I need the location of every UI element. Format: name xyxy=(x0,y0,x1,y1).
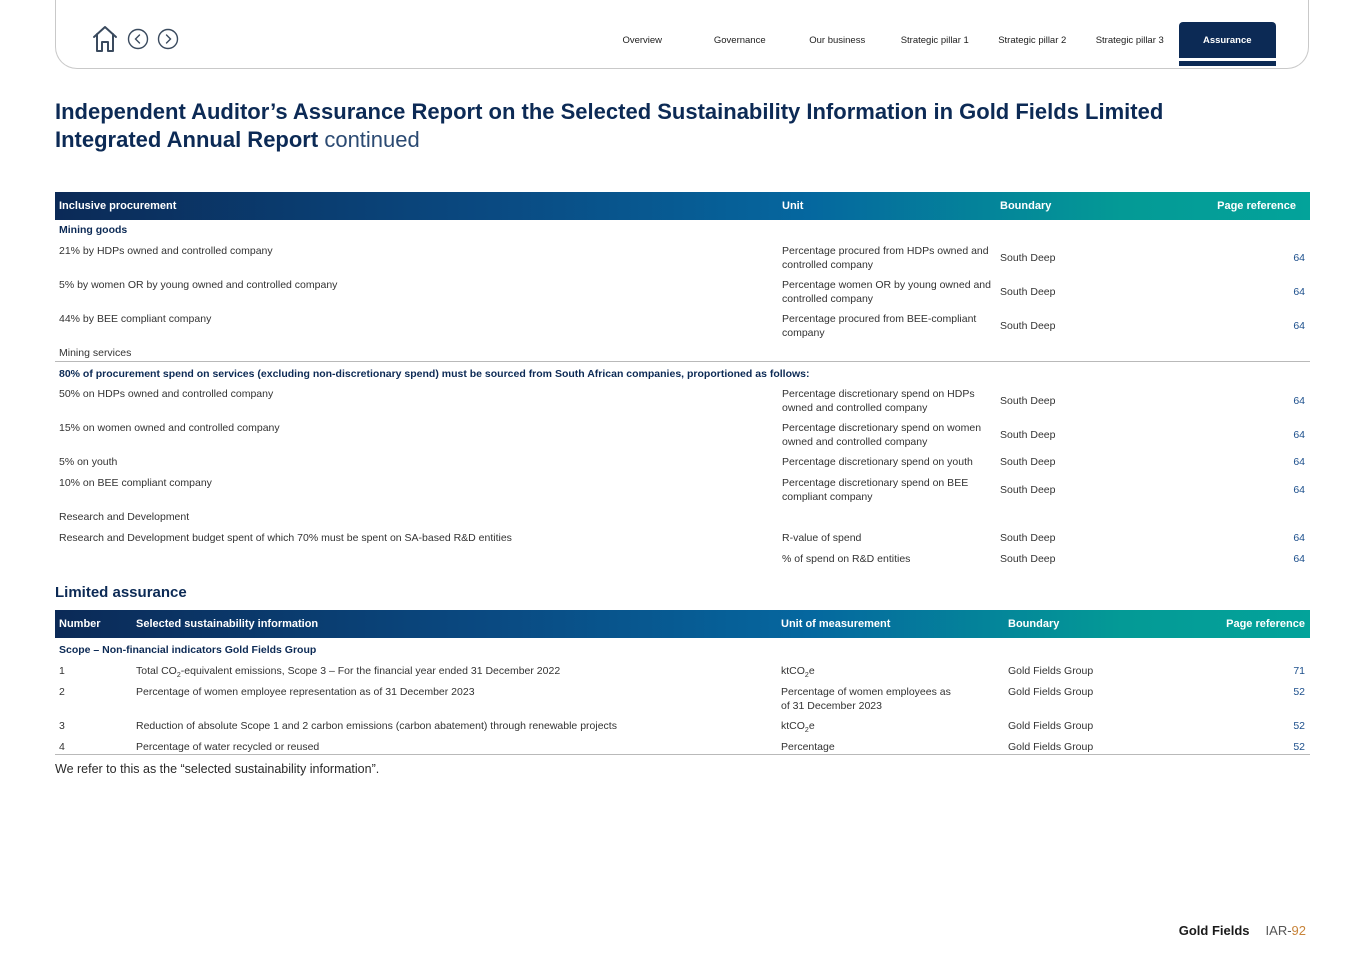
row-page-ref[interactable]: 52 xyxy=(1293,686,1305,698)
row-number: 3 xyxy=(59,720,65,732)
row-boundary: Gold Fields Group xyxy=(1008,686,1094,698)
nav-tabs xyxy=(594,22,1277,66)
row-item: 10% on BEE compliant company xyxy=(59,477,212,489)
row-boundary: South Deep xyxy=(1000,252,1056,264)
tab-assurance[interactable]: Assurance xyxy=(1179,22,1277,58)
page-number: IAR-92 xyxy=(1265,923,1306,938)
chevron-right-icon[interactable] xyxy=(157,28,179,50)
header-page-reference: Page reference xyxy=(1217,200,1296,212)
row-page-ref[interactable]: 64 xyxy=(1293,456,1305,468)
row-boundary: South Deep xyxy=(1000,286,1056,298)
row-boundary: Gold Fields Group xyxy=(1008,665,1094,677)
assurance-table-header xyxy=(55,610,1310,638)
page-title-main: Independent Auditor’s Assurance Report on the Selected Sustainability Information in Gold Fields Limited Integrated Annual Report xyxy=(55,99,1164,152)
reference-note: We refer to this as the “selected sustainability information”. xyxy=(55,762,380,776)
header-boundary: Boundary xyxy=(1000,200,1052,212)
row-page-ref[interactable]: 64 xyxy=(1293,484,1305,496)
row-unit: R-value of spend xyxy=(782,532,862,544)
row-page-ref[interactable]: 64 xyxy=(1293,286,1305,298)
header-number: Number xyxy=(59,618,101,630)
row-boundary: South Deep xyxy=(1000,484,1056,496)
row-item: 50% on HDPs owned and controlled company xyxy=(59,388,274,400)
header-page-reference: Page reference xyxy=(1226,618,1305,630)
row-boundary: South Deep xyxy=(1000,553,1056,565)
home-icon[interactable] xyxy=(91,24,119,54)
row-unit: Percentage procured from BEE-compliant company xyxy=(782,313,977,339)
row-boundary: Gold Fields Group xyxy=(1008,741,1094,753)
page-title-suffix: continued xyxy=(324,127,420,152)
row-info: Total $CO_2$-equivalent emissions, Scope 3 – For the financial year ended 31 December 2022 xyxy=(136,665,561,680)
scope-label: Scope – Non-financial indicators Gold Fields Group xyxy=(59,644,317,656)
divider xyxy=(55,754,1310,755)
row-item: 15% on women owned and controlled company xyxy=(59,422,280,434)
services-note-text: 80% of procurement spend on services (excluding non-discretionary spend) must be sourced from South African companies, proportioned as follows: xyxy=(59,368,810,380)
row-item: 5% on youth xyxy=(59,456,118,468)
tab-overview[interactable]: Overview xyxy=(622,34,663,46)
row-info: Reduction of absolute Scope 1 and 2 carbon emissions (carbon abatement) through renewable projects xyxy=(136,720,617,732)
row-boundary: South Deep xyxy=(1000,395,1056,407)
divider xyxy=(55,361,1310,362)
row-unit: ktCO$_2$e xyxy=(781,665,815,680)
row-item: Research and Development budget spent of which 70% must be spent on SA-based R&D entities xyxy=(59,532,512,544)
header-unit-of-measurement: Unit of measurement xyxy=(781,618,891,630)
tab-strategic-pillar-2[interactable]: Strategic pillar 2 xyxy=(998,34,1067,46)
row-unit: % of spend on R&D entities xyxy=(782,553,911,565)
tab-strategic-pillar-3[interactable]: Strategic pillar 3 xyxy=(1095,34,1164,46)
row-unit: Percentage women OR by young owned and controlled company xyxy=(782,279,991,305)
row-number: 1 xyxy=(59,665,65,677)
row-page-ref[interactable]: 52 xyxy=(1293,720,1305,732)
row-number: 2 xyxy=(59,686,65,698)
row-page-ref[interactable]: 64 xyxy=(1293,532,1305,544)
row-boundary: South Deep xyxy=(1000,532,1056,544)
row-unit: Percentage discretionary spend on women owned and controlled company xyxy=(782,422,982,448)
row-page-ref[interactable]: 64 xyxy=(1293,395,1305,407)
row-unit: Percentage procured from HDPs owned and controlled company xyxy=(782,245,989,271)
procurement-table-header xyxy=(55,192,1310,220)
top-navigation xyxy=(55,0,1309,69)
row-page-ref[interactable]: 64 xyxy=(1293,429,1305,441)
row-page-ref[interactable]: 71 xyxy=(1293,665,1305,677)
tab-our-business[interactable]: Our business xyxy=(809,34,866,46)
row-boundary: South Deep xyxy=(1000,320,1056,332)
row-number: 4 xyxy=(59,741,65,753)
row-info: Percentage of water recycled or reused xyxy=(136,741,320,753)
row-info: Percentage of women employee representation as of 31 December 2023 xyxy=(136,686,475,698)
mining-services-label: Mining services xyxy=(59,347,132,359)
page-title xyxy=(55,98,1175,154)
header-unit: Unit xyxy=(782,200,804,212)
row-item: 5% by women OR by young owned and controlled company xyxy=(59,279,338,291)
row-boundary: South Deep xyxy=(1000,429,1056,441)
header-boundary: Boundary xyxy=(1008,618,1060,630)
row-unit: Percentage of women employees as of 31 December 2023 xyxy=(781,686,951,712)
row-unit: Percentage xyxy=(781,741,835,753)
tab-governance[interactable]: Governance xyxy=(713,34,766,46)
chevron-left-icon[interactable] xyxy=(127,28,149,50)
row-page-ref[interactable]: 64 xyxy=(1293,320,1305,332)
row-boundary: South Deep xyxy=(1000,456,1056,468)
row-boundary: Gold Fields Group xyxy=(1008,720,1094,732)
row-unit: Percentage discretionary spend on youth xyxy=(782,456,973,468)
row-unit: Percentage discretionary spend on BEE compliant company xyxy=(782,477,969,503)
header-selected-info: Selected sustainability information xyxy=(136,618,319,630)
row-item: 21% by HDPs owned and controlled company xyxy=(59,245,273,257)
row-unit: Percentage discretionary spend on HDPs owned and controlled company xyxy=(782,388,975,414)
row-page-ref[interactable]: 64 xyxy=(1293,553,1305,565)
row-page-ref[interactable]: 64 xyxy=(1293,252,1305,264)
row-item: 44% by BEE compliant company xyxy=(59,313,212,325)
tab-strategic-pillar-1[interactable]: Strategic pillar 1 xyxy=(900,34,969,46)
header-inclusive-procurement: Inclusive procurement xyxy=(59,200,177,212)
brand-name: Gold Fields xyxy=(1178,923,1250,938)
row-page-ref[interactable]: 52 xyxy=(1293,741,1305,753)
rnd-label: Research and Development xyxy=(59,511,190,523)
mining-goods-label: Mining goods xyxy=(59,224,128,236)
nav-icons xyxy=(91,24,179,54)
row-unit: ktCO$_2$e xyxy=(781,720,815,735)
page-footer xyxy=(1179,923,1306,938)
limited-assurance-title: Limited assurance xyxy=(55,584,187,601)
